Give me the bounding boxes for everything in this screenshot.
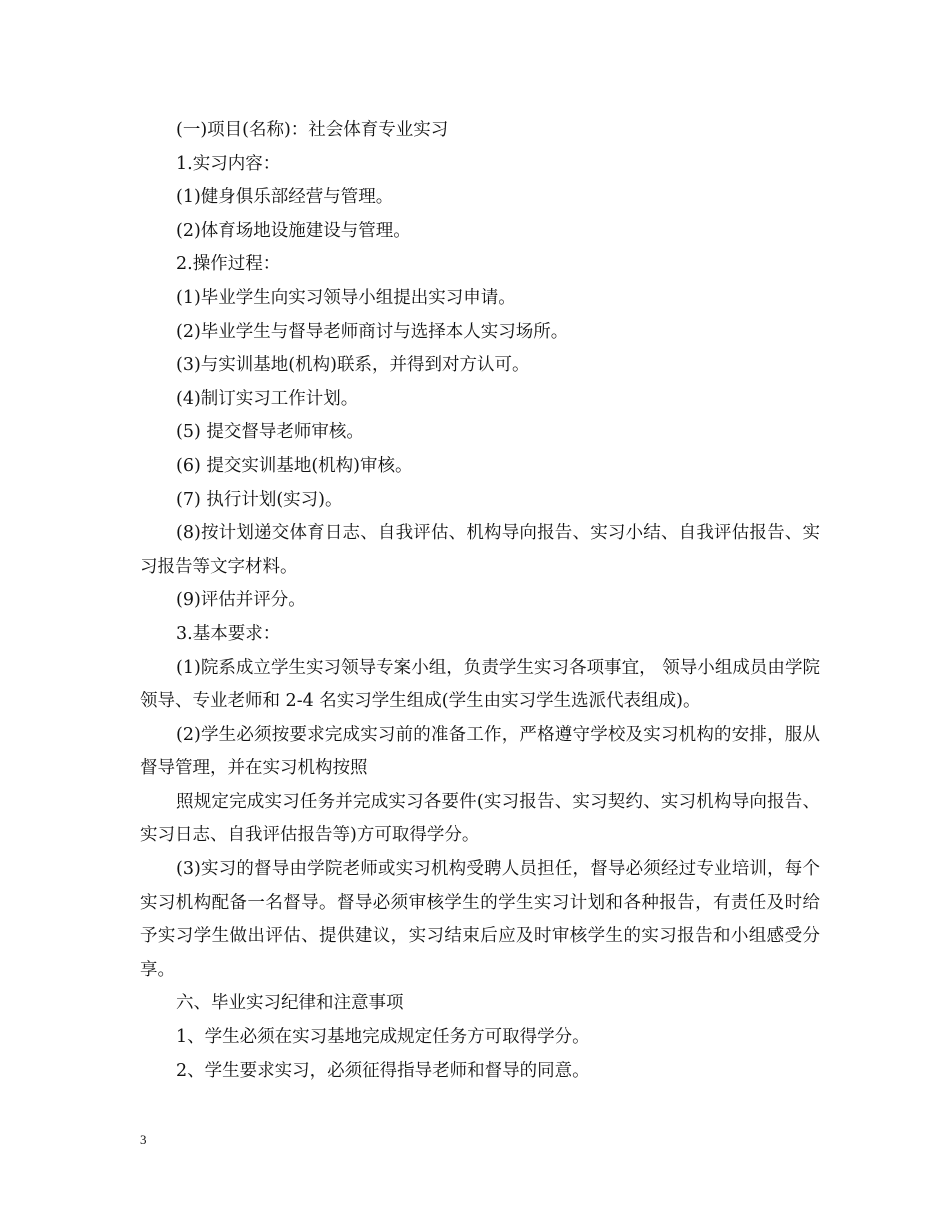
page-number: 3 — [140, 1132, 147, 1147]
section-practice-content: 1.实习内容： — [176, 153, 281, 174]
list-item: (3)与实训基地(机构)联系，并得到对方认可。 — [176, 355, 530, 376]
paragraph: 照规定完成实习任务并完成实习各要件(实习报告、实习契约、实习机构导向报告、实习日志、自我评估报告等)方可取得学分。 — [140, 791, 820, 846]
list-item: (2)学生必须按要求完成实习前的准备工作，严格遵守学校及实习机构的安排，服从督导管理，并在实习机构按照 — [140, 724, 820, 779]
list-item: 2、学生要求实习，必须征得指导老师和督导的同意。 — [176, 1060, 590, 1081]
list-item: (5) 提交督导老师审核。 — [176, 422, 364, 443]
document-body — [140, 114, 820, 1088]
list-item: (4)制订实习工作计划。 — [176, 388, 359, 409]
heading-project-name: (一)项目(名称)：社会体育专业实习 — [176, 120, 449, 140]
list-item: (9)评估并评分。 — [176, 590, 306, 611]
list-item: (3)实习的督导由学院老师或实习机构受聘人员担任，督导必须经过专业培训，每个实习机构配备一名督导。督导必须审核学生的学生实习计划和各种报告，有责任及时给予实习学生做出评估、提供建议，实习结束后应及时审核学生的实习报告和小组感受分享。 — [140, 859, 820, 980]
section-discipline-notes: 六、毕业实习纪律和注意事项 — [176, 993, 404, 1014]
list-item: (1)院系成立学生实习领导专案小组，负责学生实习各项事宜， 领导小组成员由学院领导、专业老师和 2-4 名实习学生组成(学生由实习学生选派代表组成)。 — [140, 657, 820, 712]
list-item: (1)毕业学生向实习领导小组提出实习申请。 — [176, 287, 516, 308]
section-operation-process: 2.操作过程： — [176, 254, 281, 275]
list-item: (2)毕业学生与督导老师商讨与选择本人实习场所。 — [176, 321, 569, 342]
section-basic-requirements: 3.基本要求： — [176, 623, 281, 644]
list-item: (6) 提交实训基地(机构)审核。 — [176, 455, 413, 476]
list-item: (8)按计划递交体育日志、自我评估、机构导向报告、实习小结、自我评估报告、实习报告等文字材料。 — [140, 523, 820, 577]
list-item: 1、学生必须在实习基地完成规定任务方可取得学分。 — [176, 1027, 590, 1048]
list-item: (7) 执行计划(实习)。 — [176, 489, 343, 510]
list-item: (2)体育场地设施建设与管理。 — [176, 220, 411, 241]
list-item: (1)健身俱乐部经营与管理。 — [176, 187, 394, 208]
